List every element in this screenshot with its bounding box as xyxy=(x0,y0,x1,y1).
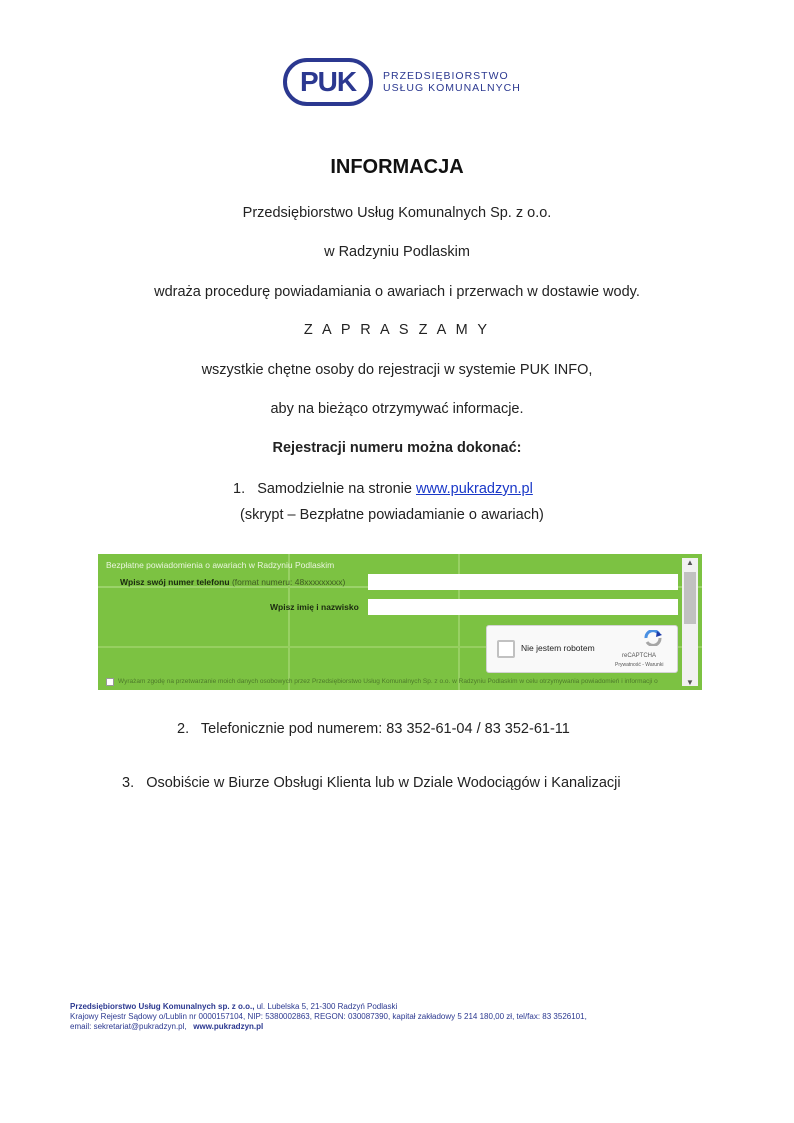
recaptcha-terms[interactable]: Prywatność - Warunki xyxy=(615,662,664,668)
map-road xyxy=(288,554,290,690)
website-link[interactable]: www.pukradzyn.pl xyxy=(415,481,533,497)
name-input[interactable] xyxy=(368,599,678,615)
name-label: Wpisz imię i nazwisko xyxy=(270,602,359,612)
footer xyxy=(70,1002,730,1032)
invite-heading: Z A P R A S Z A M Y xyxy=(303,322,491,338)
notification-signup-widget xyxy=(98,554,702,690)
option-online-note: (skrypt – Bezpłatne powiadamianie o awariach) xyxy=(240,507,544,523)
recaptcha-icon xyxy=(643,630,663,646)
phone-label-text: Wpisz swój numer telefonu xyxy=(120,577,230,587)
phone-label xyxy=(120,577,345,587)
option-text: Osobiście w Biurze Obsługi Klienta lub w Dziale Wodociągów i Kanalizacji xyxy=(146,775,621,791)
purpose-text: aby na bieżąco otrzymywać informacje. xyxy=(270,401,524,417)
recaptcha-label: Nie jestem robotem xyxy=(521,643,595,653)
option-text: Samodzielnie na stronie xyxy=(257,481,416,497)
option-online xyxy=(233,481,533,497)
company-logo xyxy=(283,56,521,108)
scroll-up-icon[interactable]: ▲ xyxy=(686,558,694,567)
option-number: 2. xyxy=(177,721,190,737)
registration-heading: Rejestracji numeru można dokonać: xyxy=(272,440,522,456)
footer-address: ul. Lubelska 5, 21-300 Radzyń Podlaski xyxy=(254,1002,398,1011)
footer-website[interactable]: www.pukradzyn.pl xyxy=(193,1022,264,1031)
logo-wordmark xyxy=(383,70,521,94)
footer-company: Przedsiębiorstwo Usług Komunalnych sp. z o.o., xyxy=(70,1002,255,1011)
option-number: 3. xyxy=(122,775,135,791)
invite-text: wszystkie chętne osoby do rejestracji w systemie PUK INFO, xyxy=(201,362,593,378)
scrollbar-thumb[interactable] xyxy=(684,572,696,624)
option-in-person xyxy=(122,775,621,791)
widget-header: Bezpłatne powiadomienia o awariach w Radzyniu Podlaskim xyxy=(106,560,335,570)
page-title: INFORMACJA xyxy=(330,156,464,178)
logo-line-2: USŁUG KOMUNALNYCH xyxy=(383,82,521,94)
footer-registry: Krajowy Rejestr Sądowy o/Lublin nr 0000157104, NIP: 5380002863, REGON: 030087390, kapitał zakładowy 5 214 180,00 zł, tel/fax: 83 3526101, xyxy=(70,1012,587,1021)
footer-line-3 xyxy=(70,1022,730,1032)
recaptcha-box xyxy=(486,625,678,673)
phone-input[interactable] xyxy=(368,574,678,590)
recaptcha-brand: reCAPTCHA xyxy=(622,653,657,659)
consent-checkbox[interactable] xyxy=(106,678,114,686)
logo-mark: PUK xyxy=(283,58,373,106)
option-text: Telefonicznie pod numerem: 83 352-61-04 / 83 352-61-11 xyxy=(200,721,570,737)
logo-line-1: PRZEDSIĘBIORSTWO xyxy=(383,70,509,82)
option-phone xyxy=(177,721,570,737)
company-location: w Radzyniu Podlaskim xyxy=(324,244,470,260)
option-number: 1. xyxy=(233,481,246,497)
phone-format-hint: (format numeru: 48xxxxxxxxx) xyxy=(231,577,346,587)
company-name: Przedsiębiorstwo Usług Komunalnych Sp. z o.o. xyxy=(242,205,552,221)
footer-line-1 xyxy=(70,1002,730,1012)
consent-text: Wyrażam zgodę na przetwarzanie moich danych osobowych przez Przedsiębiorstwo Usług Komunalnych Sp. z o.o. w Radzyniu Podlaskim w celu otrzymywania powiadomień i informacji o xyxy=(118,678,658,685)
recaptcha-checkbox[interactable] xyxy=(497,640,515,658)
footer-email: email: sekretariat@pukradzyn.pl, xyxy=(70,1022,187,1031)
scroll-down-icon[interactable]: ▼ xyxy=(686,678,694,687)
statement-text: wdraża procedurę powiadamiania o awariach i przerwach w dostawie wody. xyxy=(154,284,640,300)
